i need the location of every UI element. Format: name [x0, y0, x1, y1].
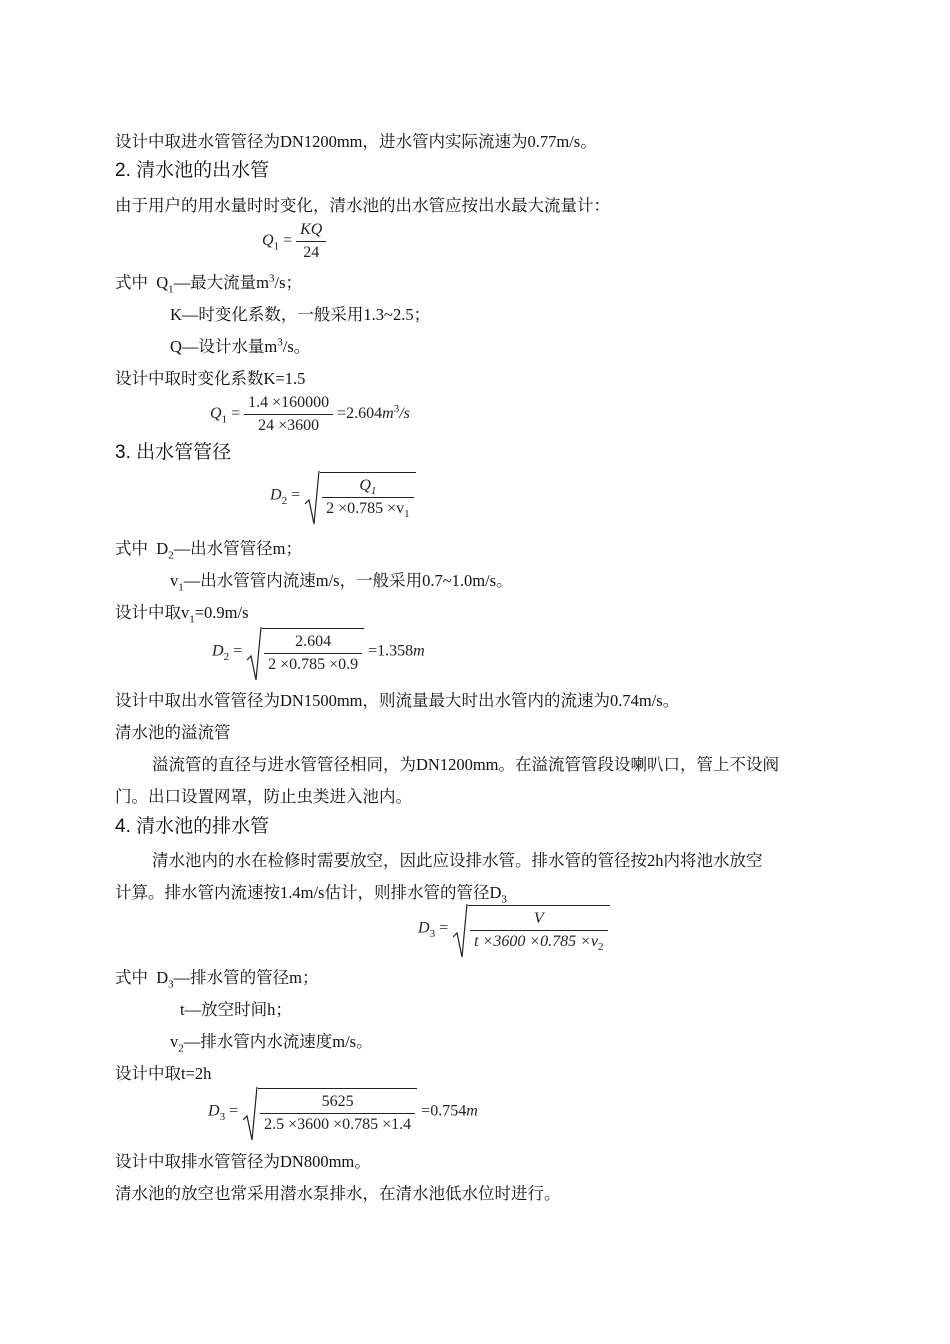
formula-fraction	[258, 1088, 417, 1136]
formula-d3	[418, 905, 610, 953]
formula-symbol: Q	[210, 405, 222, 423]
formula-result: =0.754	[421, 1102, 467, 1120]
formula-subscript: 3	[219, 1110, 226, 1123]
formula-subscript: 2	[281, 494, 288, 507]
formula-subscript: 3	[429, 927, 436, 940]
definition-symbol: D	[156, 968, 169, 987]
definition-line	[115, 538, 302, 560]
formula-q1-calc	[210, 392, 410, 437]
section-heading: 2. 清水池的出水管	[115, 160, 270, 181]
paragraph-line: 溢流管的直径与进水管管径相同，为DN1200mm。在溢流管管段设喇叭口，管上不设阀	[152, 755, 779, 774]
text-line: 设计中取出水管管径为DN1500mm，则流量最大时出水管内的流速为0.74m/s。	[115, 691, 680, 710]
text-line: 清水池的溢流管	[115, 723, 231, 742]
definition-superscript: 3	[277, 336, 283, 349]
formula-subscript: 1	[221, 413, 228, 426]
definition-subscript: 3	[168, 978, 174, 991]
formula-fraction	[468, 905, 609, 953]
formula-equals: =	[233, 642, 243, 660]
formula-fraction	[244, 392, 333, 437]
text-line: 设计中取t=2h	[115, 1064, 212, 1083]
definition-symbol: v	[170, 571, 179, 590]
definition-text: —最大流量m	[173, 273, 270, 292]
text-line: 由于用户的用水量时时变化，清水池的出水管应按出水最大流量计：	[115, 196, 610, 215]
formula-denominator: $2 \times 0.785 \times v_1$	[326, 500, 410, 521]
text-line: 设计中取$v_1=0.9m/s$	[115, 603, 249, 626]
formula-fraction	[320, 472, 416, 520]
definition-prefix: 式中	[115, 968, 148, 987]
formula-unit: m	[413, 642, 425, 660]
sqrt-symbol	[246, 628, 364, 676]
formula-unit: m	[382, 405, 394, 423]
sqrt-symbol	[452, 905, 609, 953]
definition-prefix: 式中	[115, 273, 148, 292]
section-heading: 3. 出水管管径	[115, 442, 232, 463]
formula-equals: =	[231, 405, 241, 423]
definition-text: /s；	[274, 273, 303, 292]
formula-symbol: D	[418, 919, 430, 937]
formula-q1	[262, 219, 326, 264]
formula-unit: m	[466, 1102, 478, 1120]
formula-numerator: 1.4 ×160000	[244, 392, 333, 415]
definition-text: —排水管的管径m；	[173, 968, 319, 987]
formula-fraction	[296, 219, 326, 264]
paragraph-line: 清水池内的水在检修时需要放空，因此应设排水管。排水管的管径按2h内将池水放空	[152, 851, 763, 870]
definition-line	[170, 336, 310, 358]
formula-d2	[270, 472, 416, 520]
formula-subscript: 1	[273, 240, 280, 253]
definition-prefix: 式中	[115, 539, 148, 558]
text-line: 设计中取排水管管径为DN800mm。	[115, 1152, 371, 1171]
formula-numerator: KQ	[296, 219, 326, 242]
text-line: 设计中取时变化系数K=1.5	[115, 369, 306, 388]
definition-text: —排水管内水流速度m/s。	[183, 1032, 373, 1051]
paragraph-line: 门。出口设置网罩，防止虫类进入池内。	[115, 787, 412, 806]
definition-subscript: 1	[168, 283, 174, 296]
formula-symbol: D	[270, 486, 282, 504]
formula-denominator: 24 ×3600	[258, 417, 320, 434]
formula-symbol: D	[212, 642, 224, 660]
text-line: 清水池的放空也常采用潜水泵排水，在清水池低水位时进行。	[115, 1184, 561, 1203]
definition-subscript: 2	[178, 1042, 184, 1055]
formula-numerator: 2.604	[264, 631, 362, 654]
definition-subscript: 1	[178, 581, 184, 594]
formula-unit: /s	[399, 405, 410, 423]
formula-denominator: 2.5 ×3600 ×0.785 ×1.4	[264, 1116, 412, 1133]
definition-symbol: Q	[156, 273, 169, 292]
paragraph-line: 计算。排水管内流速按1.4m/s估计，则排水管的管径$D_3$	[115, 883, 507, 906]
definition-text: Q—设计水量m	[170, 337, 278, 356]
formula-result: =2.604	[337, 405, 383, 423]
definition-superscript: 3	[269, 272, 275, 285]
formula-equals: =	[283, 232, 293, 250]
sqrt-symbol	[304, 472, 416, 520]
definition-line: K—时变化系数，一般采用1.3~2.5；	[170, 305, 431, 324]
formula-d3-calc	[208, 1088, 478, 1136]
definition-subscript: 2	[168, 549, 174, 562]
definition-text: —出水管管内流速m/s，一般采用0.7~1.0m/s。	[183, 571, 513, 590]
formula-equals: =	[439, 919, 449, 937]
formula-superscript: 3	[393, 402, 400, 415]
formula-denominator: 2 ×0.785 ×0.9	[268, 656, 359, 673]
text-line: 设计中取进水管管径为DN1200mm，进水管内实际流速为0.77m/s。	[115, 132, 597, 151]
formula-symbol: Q	[262, 232, 274, 250]
formula-numerator: V	[470, 908, 607, 931]
section-heading: 4. 清水池的排水管	[115, 816, 270, 837]
definition-line: t—放空时间h；	[180, 1000, 292, 1019]
definition-text: /s。	[282, 337, 311, 356]
formula-numerator: 5625	[260, 1091, 415, 1114]
definition-line	[115, 272, 302, 294]
formula-fraction	[262, 628, 364, 676]
definition-symbol: v	[170, 1032, 179, 1051]
definition-line	[170, 1031, 373, 1053]
definition-symbol: D	[156, 539, 169, 558]
sqrt-symbol	[242, 1088, 417, 1136]
definition-line	[170, 570, 513, 592]
formula-equals: =	[291, 486, 301, 504]
definition-line	[115, 967, 319, 989]
formula-denominator: $t \times 3600 \times 0.785 \times v_2$	[474, 933, 604, 954]
formula-equals: =	[229, 1102, 239, 1120]
formula-result: =1.358	[368, 642, 414, 660]
formula-numerator: $Q_1$	[322, 475, 414, 498]
formula-denominator: 24	[303, 244, 320, 261]
definition-text: —出水管管径m；	[173, 539, 303, 558]
formula-d2-calc	[212, 628, 425, 676]
formula-subscript: 2	[223, 650, 230, 663]
formula-symbol: D	[208, 1102, 220, 1120]
